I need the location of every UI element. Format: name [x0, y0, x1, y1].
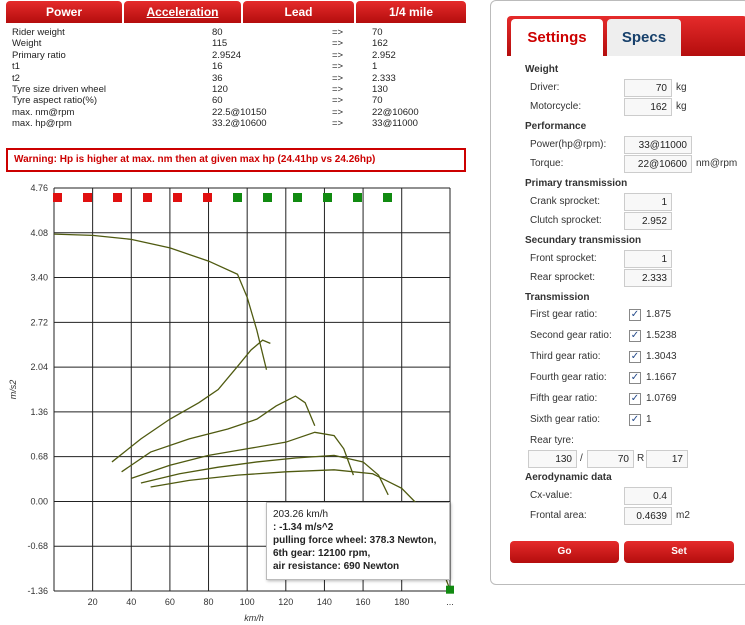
gear-1-value: 1.875 — [646, 309, 672, 320]
series-line-1 — [54, 234, 266, 370]
tooltip-accel: : -1.34 m/s^2 — [273, 522, 334, 533]
y-tick-label: 2.04 — [30, 362, 48, 373]
green-marker — [323, 193, 332, 202]
section-aero: Aerodynamic data — [525, 472, 612, 483]
series-line-4 — [131, 432, 353, 478]
tooltip-force: pulling force wheel: 378.3 Newton, — [273, 535, 437, 546]
rear-tyre-label: Rear tyre: — [530, 435, 574, 446]
torque-label: Torque: — [530, 158, 564, 169]
tyre-width-field[interactable]: 130 — [528, 450, 577, 468]
driver-label: Driver: — [530, 82, 560, 93]
tooltip-gear: 6th gear: 12100 rpm, — [273, 548, 371, 559]
param-new: 162 — [372, 38, 388, 50]
x-tick-label: 80 — [203, 597, 214, 607]
section-performance: Performance — [525, 121, 587, 132]
gear-5-checkbox[interactable]: ✓ — [630, 393, 640, 404]
param-old: 36 — [212, 72, 223, 84]
param-name: max. nm@rpm — [12, 106, 75, 118]
torque-unit: nm@rpm — [696, 158, 738, 169]
param-new: 70 — [372, 27, 383, 38]
section-weight: Weight — [525, 64, 559, 75]
gear-1-checkbox[interactable]: ✓ — [630, 309, 640, 320]
comparison-row — [12, 107, 462, 118]
gear-3-checkbox[interactable]: ✓ — [630, 351, 640, 362]
y-tick-label: 3.40 — [30, 272, 48, 283]
crank-field[interactable]: 1 — [624, 193, 672, 211]
tab-specs[interactable]: Specs — [607, 19, 681, 56]
param-name: Rider weight — [12, 27, 65, 38]
tyre-sep-r: R — [637, 453, 645, 464]
rear-sprocket-field[interactable]: 2.333 — [624, 269, 672, 287]
green-marker — [233, 193, 242, 202]
param-arrow: => — [332, 61, 344, 73]
param-new: 70 — [372, 95, 383, 107]
torque-field[interactable]: 22@10600 — [624, 155, 692, 173]
clutch-field[interactable]: 2.952 — [624, 212, 672, 230]
param-new: 1 — [372, 61, 378, 73]
series-line-5 — [141, 455, 388, 495]
param-arrow: => — [332, 118, 344, 130]
tooltip-speed: 203.26 km/h — [273, 509, 329, 520]
rear-sprocket-label: Rear sprocket: — [530, 272, 596, 283]
param-arrow: => — [332, 49, 344, 61]
param-arrow: => — [332, 83, 344, 95]
x-tick-label: 20 — [87, 597, 98, 607]
param-name: Primary ratio — [12, 49, 66, 61]
frontal-area-label: Frontal area: — [530, 510, 587, 521]
y-tick-label: 2.72 — [30, 317, 48, 328]
warning-message: Warning: Hp is higher at max. nm then at given max hp (24.41hp vs 24.26hp) — [6, 148, 466, 172]
gear-3-value: 1.3043 — [646, 351, 677, 362]
gear-6-value: 1 — [646, 414, 652, 425]
comparison-row — [12, 38, 462, 49]
gear-4-checkbox[interactable]: ✓ — [630, 372, 640, 383]
param-name: Tyre aspect ratio(%) — [12, 95, 97, 107]
tyre-aspect-field[interactable]: 70 — [587, 450, 634, 468]
red-marker — [143, 193, 152, 202]
driver-unit: kg — [676, 82, 687, 93]
gear-2-label: Second gear ratio: — [530, 330, 612, 341]
red-marker — [83, 193, 92, 202]
param-name: t2 — [12, 72, 20, 84]
tyre-rim-field[interactable]: 17 — [646, 450, 688, 468]
cx-field[interactable]: 0.4 — [624, 487, 672, 505]
y-axis-label: m/s2 — [8, 379, 18, 400]
chart-tabs — [6, 1, 462, 23]
gear-1-label: First gear ratio: — [530, 309, 598, 320]
comparison-row — [12, 50, 462, 61]
gear-4-label: Fourth gear ratio: — [530, 372, 607, 383]
param-arrow: => — [332, 106, 344, 118]
tab-acceleration[interactable]: Acceleration — [124, 1, 241, 23]
gear-4-value: 1.1667 — [646, 372, 677, 383]
front-sprocket-label: Front sprocket: — [530, 253, 597, 264]
go-button[interactable]: Go — [510, 541, 619, 563]
green-marker — [263, 193, 272, 202]
x-tick-label: 160 — [355, 597, 371, 607]
param-name: t1 — [12, 61, 20, 73]
red-marker — [173, 193, 182, 202]
gear-5-label: Fifth gear ratio: — [530, 393, 598, 404]
param-arrow: => — [332, 27, 344, 38]
comparison-row — [12, 118, 462, 129]
front-sprocket-field[interactable]: 1 — [624, 250, 672, 268]
x-tick-label: 120 — [278, 597, 294, 607]
x-axis-label: km/h — [244, 613, 264, 623]
gear-5-value: 1.0769 — [646, 393, 677, 404]
comparison-row — [12, 27, 462, 38]
param-old: 2.9524 — [212, 49, 242, 61]
param-old: 60 — [212, 95, 223, 107]
gear-3-label: Third gear ratio: — [530, 351, 601, 362]
y-tick-label: -0.68 — [27, 541, 48, 552]
comparison-row — [12, 61, 462, 72]
tab-quarter-mile[interactable]: 1/4 mile — [356, 1, 466, 23]
y-tick-label: 0.00 — [30, 496, 48, 507]
param-arrow: => — [332, 72, 344, 84]
crank-label: Crank sprocket: — [530, 196, 601, 207]
section-transmission: Transmission — [525, 292, 590, 303]
param-arrow: => — [332, 95, 344, 107]
section-secundary: Secundary transmission — [525, 235, 642, 246]
param-name: max. hp@rpm — [12, 118, 72, 130]
gear-6-checkbox[interactable]: ✓ — [630, 414, 640, 425]
driver-field[interactable]: 70 — [624, 79, 672, 97]
power-field[interactable]: 33@11000 — [624, 136, 692, 154]
red-marker — [203, 193, 212, 202]
tyre-sep-slash: / — [580, 453, 583, 464]
param-name: Tyre size driven wheel — [12, 83, 106, 95]
x-tick-label: 40 — [126, 597, 137, 607]
motorcycle-unit: kg — [676, 101, 687, 112]
gear-2-checkbox[interactable]: ✓ — [630, 330, 640, 341]
param-old: 33.2@10600 — [212, 118, 267, 130]
param-new: 2.333 — [372, 72, 396, 84]
panel-tabs — [507, 16, 745, 56]
clutch-label: Clutch sprocket: — [530, 215, 602, 226]
chart-tooltip — [266, 502, 450, 580]
comparison-table — [12, 27, 462, 130]
power-label: Power(hp@rpm): — [530, 139, 607, 150]
x-tick-label: 180 — [394, 597, 410, 607]
param-old: 115 — [212, 38, 228, 50]
motorcycle-label: Motorcycle: — [530, 101, 582, 112]
param-name: Weight — [12, 38, 42, 50]
set-button[interactable]: Set — [624, 541, 734, 563]
tab-lead[interactable]: Lead — [243, 1, 354, 23]
x-tick-label: 100 — [239, 597, 255, 607]
comparison-row — [12, 95, 462, 106]
param-arrow: => — [332, 38, 344, 50]
param-old: 16 — [212, 61, 223, 73]
cx-label: Cx-value: — [530, 490, 573, 501]
red-marker — [113, 193, 122, 202]
param-new: 130 — [372, 83, 388, 95]
section-primary: Primary transmission — [525, 178, 628, 189]
x-tick-label: ... — [446, 597, 454, 607]
param-old: 80 — [212, 27, 223, 38]
x-tick-label: 140 — [316, 597, 332, 607]
red-marker — [53, 193, 62, 202]
y-tick-label: 1.36 — [30, 406, 48, 417]
gear-6-label: Sixth gear ratio: — [530, 414, 601, 425]
comparison-row — [12, 84, 462, 95]
y-tick-label: -1.36 — [27, 586, 48, 596]
frontal-area-field[interactable]: 0.4639 — [624, 507, 672, 525]
param-old: 22.5@10150 — [212, 106, 267, 118]
motorcycle-field[interactable]: 162 — [624, 98, 672, 116]
comparison-row — [12, 73, 462, 84]
y-tick-label: 4.08 — [30, 227, 48, 238]
param-old: 120 — [212, 83, 228, 95]
y-tick-label: 4.76 — [30, 183, 48, 193]
hover-point — [446, 586, 454, 594]
tab-power[interactable]: Power — [6, 1, 122, 23]
y-tick-label: 0.68 — [30, 451, 48, 462]
series-line-2 — [112, 340, 270, 462]
gear-2-value: 1.5238 — [646, 330, 677, 341]
param-new: 33@11000 — [372, 118, 418, 130]
green-marker — [383, 193, 392, 202]
param-new: 2.952 — [372, 49, 396, 61]
x-tick-label: 60 — [164, 597, 175, 607]
green-marker — [353, 193, 362, 202]
param-new: 22@10600 — [372, 106, 419, 118]
tooltip-air: air resistance: 690 Newton — [273, 561, 400, 572]
green-marker — [293, 193, 302, 202]
frontal-area-unit: m2 — [676, 510, 690, 521]
tab-settings[interactable]: Settings — [511, 19, 603, 56]
